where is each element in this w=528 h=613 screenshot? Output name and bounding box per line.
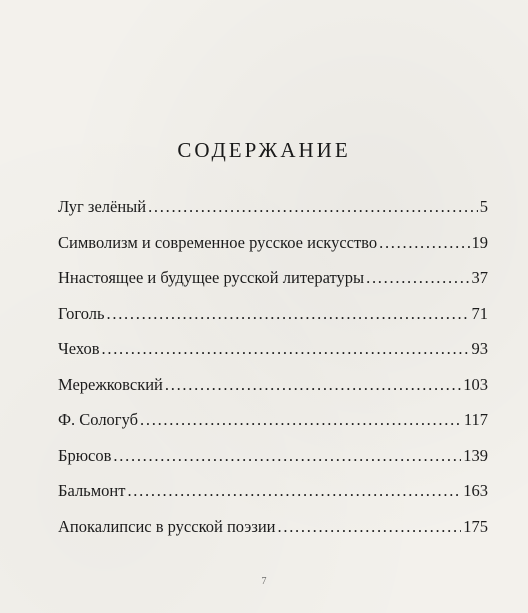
toc-entry — [58, 303, 488, 339]
toc-entry-title: Гоголь — [58, 303, 105, 323]
dot-leader — [165, 374, 461, 396]
dot-leader — [366, 267, 469, 289]
toc-entry-page: 139 — [463, 445, 488, 465]
toc-entry — [58, 374, 488, 410]
toc-entry-title: Апокалипсис в русской поэзии — [58, 516, 276, 536]
toc-entry-title: Мережковский — [58, 374, 163, 394]
toc-entry — [58, 338, 488, 374]
toc-entry — [58, 480, 488, 516]
toc-entry-page: 117 — [463, 410, 488, 429]
toc-entry-page: 163 — [463, 481, 488, 500]
dot-leader — [127, 480, 461, 502]
toc-entry — [58, 267, 488, 303]
toc-entry-title: Символизм и современное русское искусство — [58, 232, 378, 252]
toc-entry-page: 71 — [471, 303, 488, 323]
toc-entry-page: 103 — [463, 374, 488, 394]
dot-leader — [148, 196, 478, 218]
toc-entry-page: 37 — [471, 268, 488, 287]
dot-leader — [379, 232, 469, 254]
toc-entry — [58, 196, 488, 232]
page-number: 7 — [261, 576, 267, 587]
toc-entry-page: 175 — [463, 516, 488, 536]
dot-leader — [113, 445, 461, 467]
toc-entry-title: Ннастоящее и будущее русской литературы — [58, 268, 365, 287]
toc-entry-title: Чехов — [58, 339, 100, 358]
dot-leader — [140, 409, 462, 431]
dot-leader — [107, 303, 470, 325]
toc-entry-title: Луг зелёный — [58, 197, 147, 216]
toc-entry — [58, 232, 488, 268]
toc-entry-title: Брюсов — [58, 445, 112, 465]
toc-entry — [58, 445, 488, 481]
table-of-contents — [58, 196, 488, 551]
toc-entry — [58, 516, 488, 552]
toc-entry-page: 93 — [471, 339, 488, 358]
dot-leader — [102, 338, 470, 360]
page-title: СОДЕРЖАНИЕ — [177, 138, 351, 162]
dot-leader — [278, 516, 462, 538]
toc-entry-title: Ф. Сологуб — [58, 410, 139, 429]
toc-entry-page: 19 — [471, 232, 488, 252]
toc-entry — [58, 409, 488, 445]
toc-entry-page: 5 — [479, 197, 488, 216]
toc-entry-title: Бальмонт — [58, 481, 126, 500]
